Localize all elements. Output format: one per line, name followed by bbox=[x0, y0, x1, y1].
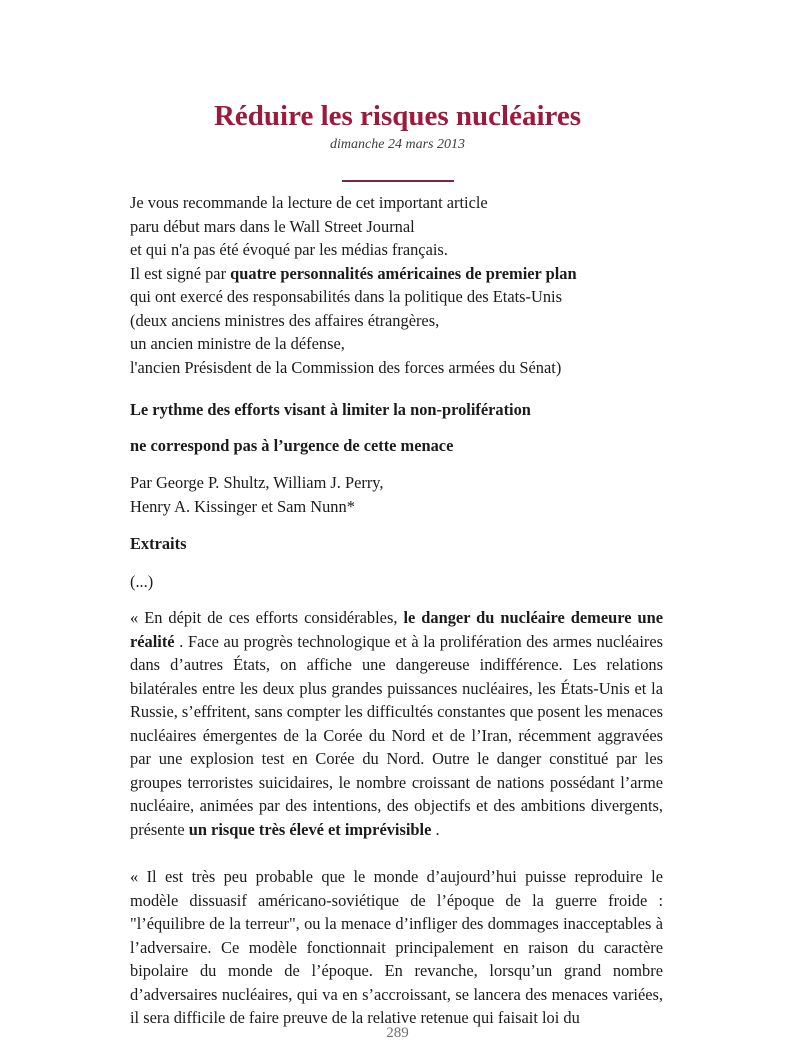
extracts-heading: Extraits bbox=[130, 534, 187, 553]
para1-segment-2-bold: le danger du nucléaire demeure une réalité bbox=[130, 608, 663, 651]
article-date: dimanche 24 mars 2013 bbox=[330, 137, 465, 152]
page-footer bbox=[0, 1024, 795, 1042]
byline-line-2: Henry A. Kissinger et Sam Nunn* bbox=[130, 496, 355, 516]
intro-line-8: l'ancien Présisdent de la Commission des forces armées du Sénat) bbox=[130, 357, 562, 377]
para1-segment-1: « En dépit de ces efforts considérables, bbox=[130, 608, 404, 627]
intro-line-1: Je vous recommande la lecture de cet important article bbox=[130, 193, 488, 212]
page-number: 289 bbox=[386, 1025, 409, 1041]
para1-segment-4-bold: un risque très élevé et imprévisible bbox=[188, 819, 432, 839]
title-separator bbox=[342, 180, 454, 182]
intro-line-4-normal: Il est signé par bbox=[130, 263, 231, 283]
article-header bbox=[0, 0, 795, 182]
ellipsis-marker: (...) bbox=[130, 571, 154, 591]
extract-paragraph-2: « Il est très peu probable que le monde d’aujourd’hui puisse reproduire le modèle dissuasif américano-soviétique de l’époque de la guerre froide : "l’équilibre de la terreur", ou la menace d’infliger des dommages inacceptables à l’adversaire. Ce modèle fonctionnait principalement en raison du caractère bipolaire du monde de l’époque. En revanche, lorsqu’un grand nombre d’adversaires nucléaires, qui va en s’accroissant, se lancera des menaces variées, il sera difficile de faire preuve de la relative retenue qui faisait loi du bbox=[130, 867, 663, 1027]
intro-line-4-bold: quatre personnalités américaines de premier plan bbox=[230, 263, 577, 283]
section-heading-line-1: Le rythme des efforts visant à limiter la non-prolifération bbox=[130, 400, 531, 419]
intro-line-7: un ancien ministre de la défense, bbox=[130, 334, 345, 353]
para1-segment-5: . bbox=[431, 819, 440, 839]
article-body bbox=[130, 191, 663, 1030]
article-title: Réduire les risques nucléaires bbox=[213, 100, 582, 132]
intro-line-3: et qui n'a pas été évoqué par les médias français. bbox=[130, 240, 448, 259]
intro-paragraph bbox=[130, 191, 663, 379]
extract-paragraph-1 bbox=[130, 606, 663, 841]
byline bbox=[130, 471, 663, 518]
intro-line-2: paru début mars dans le Wall Street Journal bbox=[130, 216, 415, 236]
intro-line-5: qui ont exercé des responsabilités dans la politique des Etats-Unis bbox=[130, 287, 562, 306]
intro-line-4 bbox=[130, 262, 663, 286]
para1-segment-3: . Face au progrès technologique et à la prolifération des armes nucléaires dans d’autres États, on affiche une dangereuse indifférence. Les relations bilatérales entre les deux plus grandes puissances nucléaires, les États-Unis et la Russie, s’effritent, sans compter les difficultés constantes que posent les menaces nucléaires émergentes de la Corée du Nord et de l’Iran, récemment aggravées par une explosion test en Corée du Nord. Outre le danger constitué par les groupes terroristes suicidaires, le nombre croissant de nations possédant l’arme nucléaire, animées par des intentions, des objectifs et des ambitions divergents, présente bbox=[130, 631, 663, 839]
intro-line-6: (deux anciens ministres des affaires étrangères, bbox=[130, 310, 440, 330]
byline-line-1: Par George P. Shultz, William J. Perry, bbox=[130, 473, 384, 492]
section-heading-line-2: ne correspond pas à l’urgence de cette menace bbox=[130, 435, 454, 455]
